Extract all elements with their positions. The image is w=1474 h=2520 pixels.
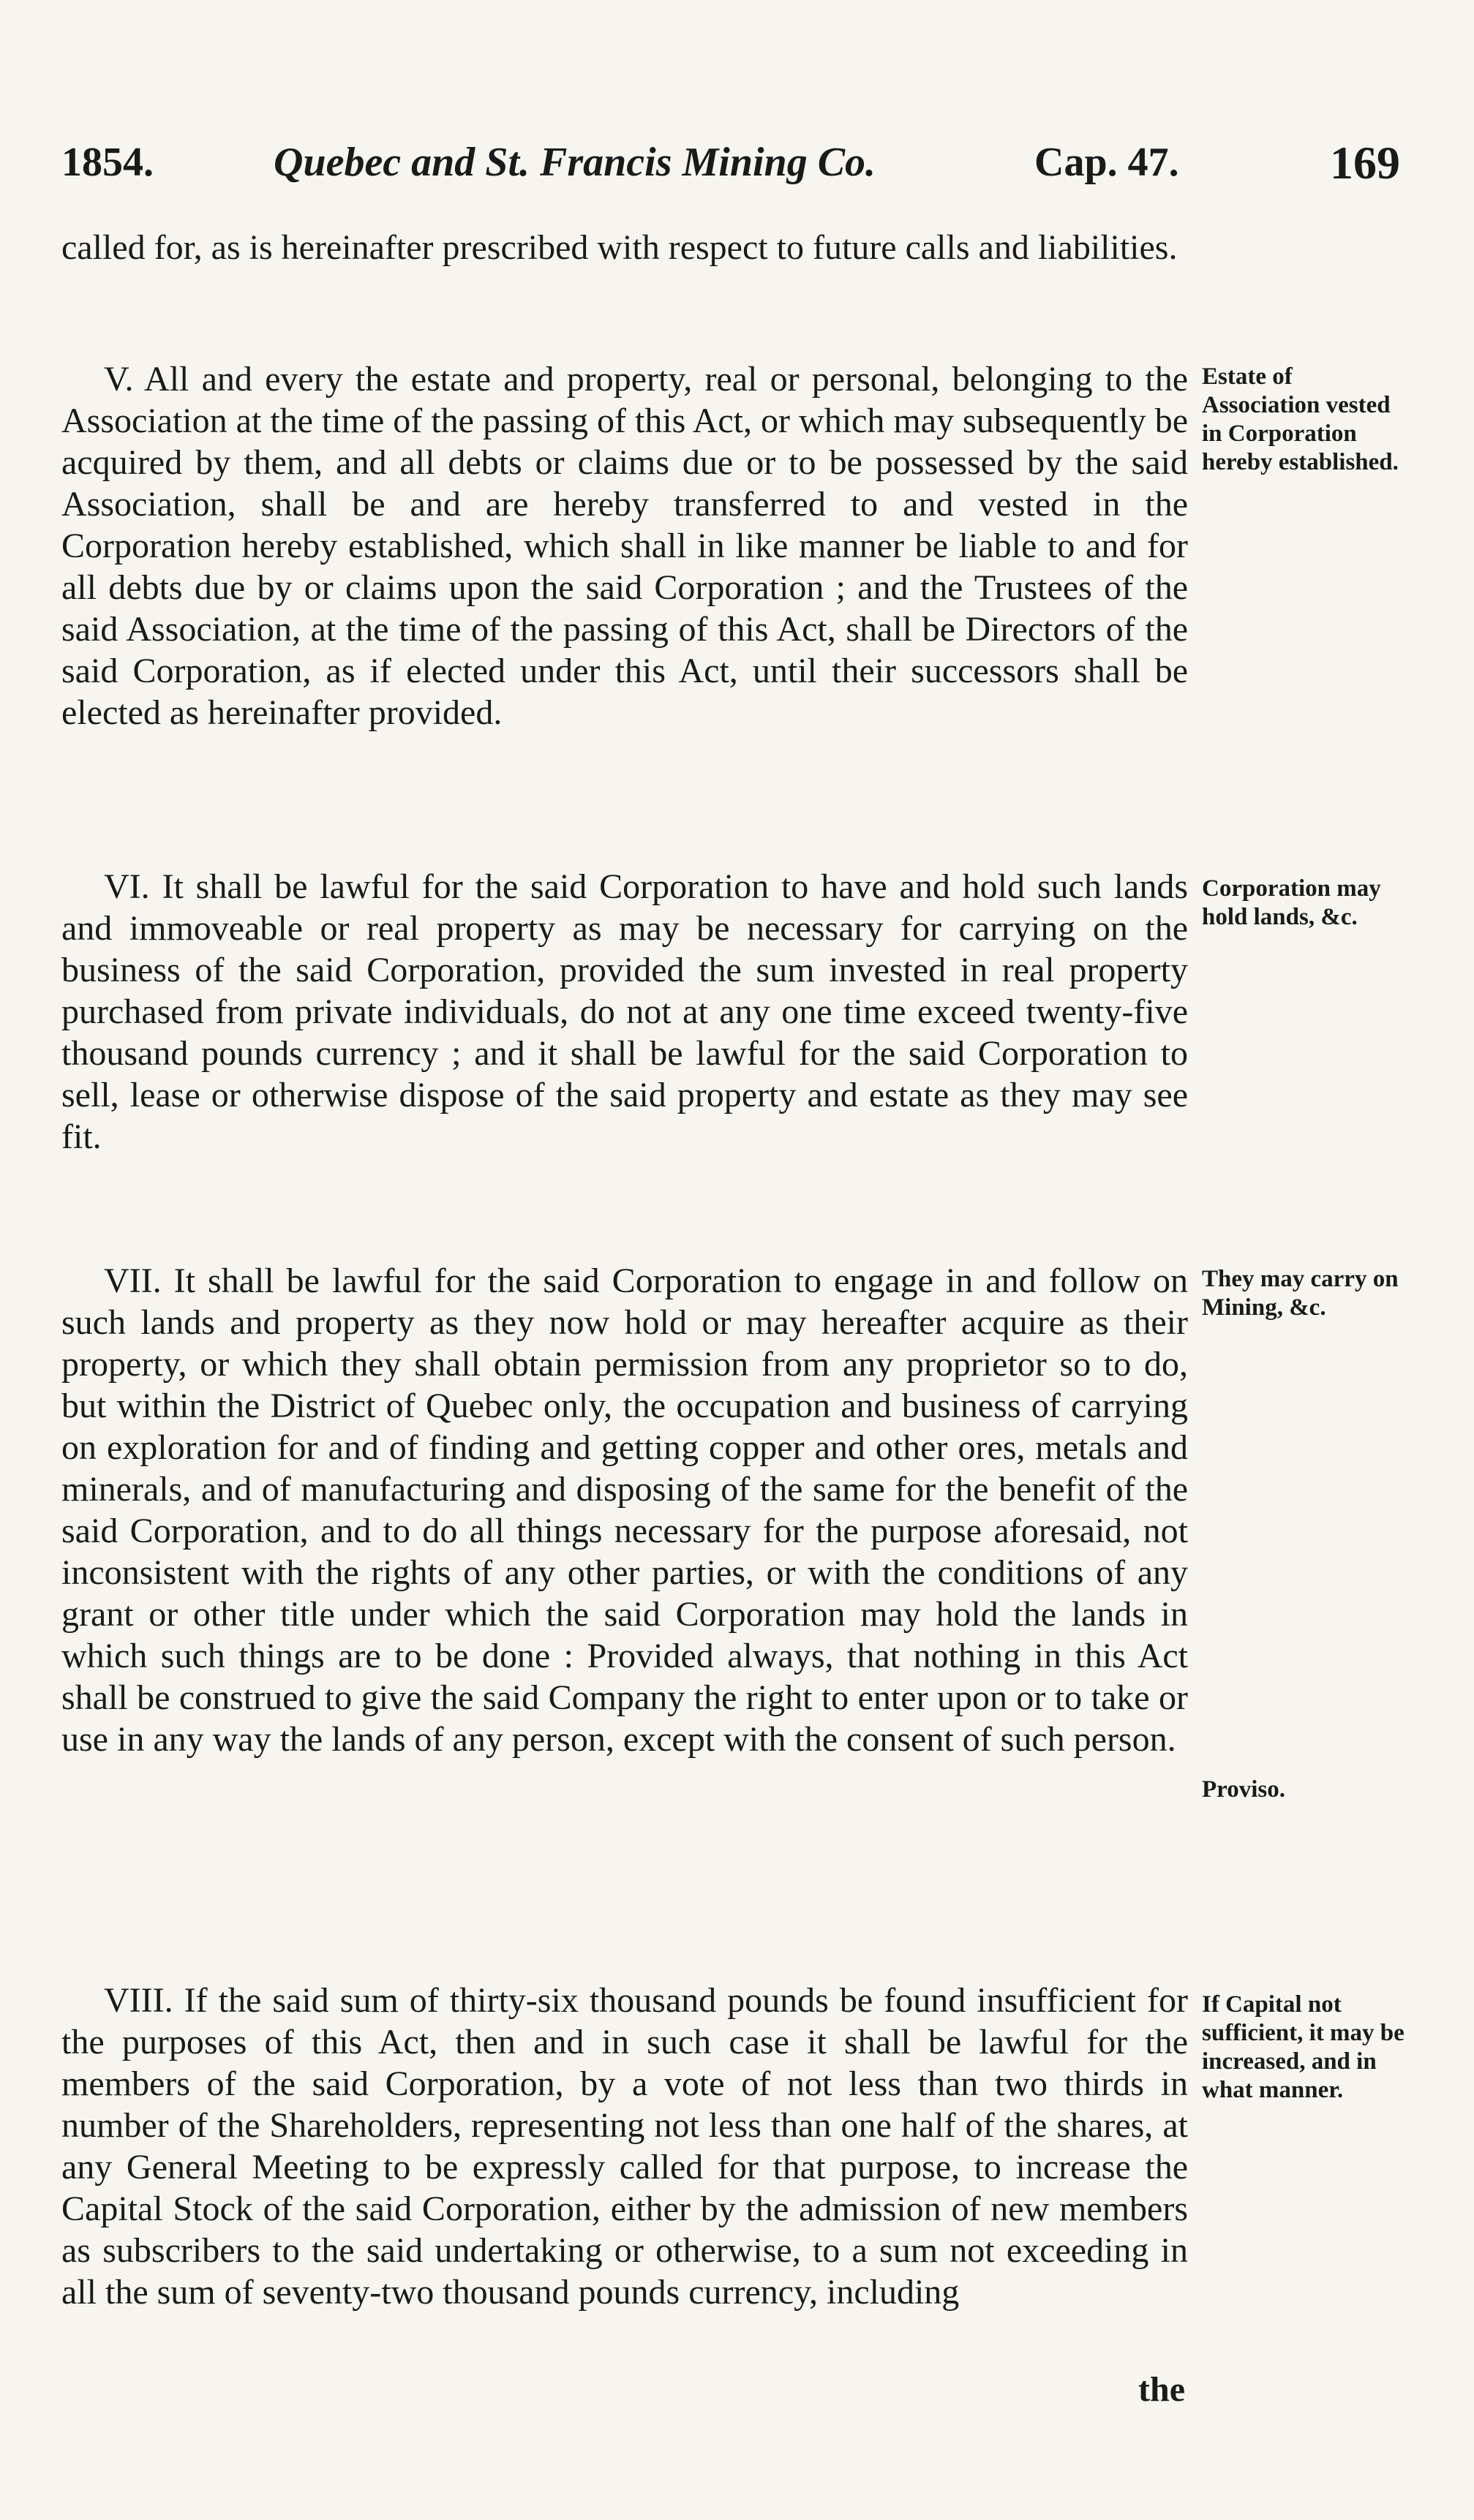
catchword: the [1138, 2370, 1185, 2409]
intro-text: called for, as is hereinafter prescribed with respect to future calls and liabilities. [61, 228, 1178, 267]
section-vi [61, 866, 1188, 1158]
marginal-note-proviso: Proviso. [1202, 1776, 1285, 1803]
header-title: Quebec and St. Francis Mining Co. [274, 140, 876, 185]
section-viii-text: VIII. If the said sum of thirty-six thousand pounds be found insufficient for the purposes of this Act, then and in such case it shall be lawful for the members of the said Corporation, by a vote of not less than two thirds in number of the Shareholders, representing not less than one half of the shares, at any General Meeting to be expressly called for that purpose, to increase the Capital Stock of the said Corporation, either by the admission of new members as subscribers to the said undertaking or otherwise, to a sum not exceeding in all the sum of seventy-two thousand pounds currency, including [61, 1981, 1188, 2312]
section-viii [61, 1980, 1188, 2313]
section-vii-text: VII. It shall be lawful for the said Corporation to engage in and follow on such lands and property as they now hold or may hereafter acquire as their property, or which they shall obtain permission from any proprietor so to do, but within the District of Quebec only, the occupation and business of carrying on exploration for and of finding and getting copper and other ores, metals and minerals, and of manufacturing and disposing of the same for the benefit of the said Corporation, and to do all things necessary for the purpose aforesaid, not inconsistent with the rights of any other parties, or with the conditions of any grant or other title under which the said Corporation may hold the lands in which such things are to be done : Provided always, that nothing in this Act shall be construed to give the said Company the right to enter upon or to take or use in any way the lands of any person, except with the consent of such person. [61, 1261, 1188, 1759]
header-chapter: Cap. 47. [1034, 140, 1179, 185]
marginal-note-v: Estate of Association vested in Corporation hereby established. [1202, 363, 1399, 475]
intro-paragraph [61, 227, 1188, 268]
section-vi-text: VI. It shall be lawful for the said Corporation to have and hold such lands and immoveable or real property as may be necessary for carrying on the business of the said Corporation, provided the sum invested in real property purchased from private individuals, do not at any one time exceed twenty-five thousand pounds currency ; and it shall be lawful for the said Corporation to sell, lease or otherwise dispose of the said property and estate as they may see fit. [61, 867, 1188, 1156]
marginal-note-vi: Corporation may hold lands, &c. [1202, 875, 1381, 930]
section-v [61, 358, 1188, 733]
marginal-note-viii: If Capital not sufficient, it may be increased, and in what manner. [1202, 1991, 1405, 2103]
marginal-note-vii: They may carry on Mining, &c. [1202, 1266, 1399, 1321]
section-v-text: V. All and every the estate and property, real or personal, belonging to the Association at the time of the passing of this Act, or which may subsequently be acquired by them, and all debts or claims due or to be possessed by the said Association, shall be and are hereby transferred to and vested in the Corporation hereby established, which shall in like manner be liable to and for all debts due by or claims upon the said Corporation ; and the Trustees of the said Association, at the time of the passing of this Act, shall be Directors of the said Corporation, as if elected under this Act, until their successors shall be elected as hereinafter provided. [61, 360, 1188, 732]
section-vii [61, 1260, 1188, 1760]
header-year: 1854. [61, 140, 154, 185]
running-header [61, 139, 1400, 197]
page-number: 169 [1330, 137, 1400, 189]
